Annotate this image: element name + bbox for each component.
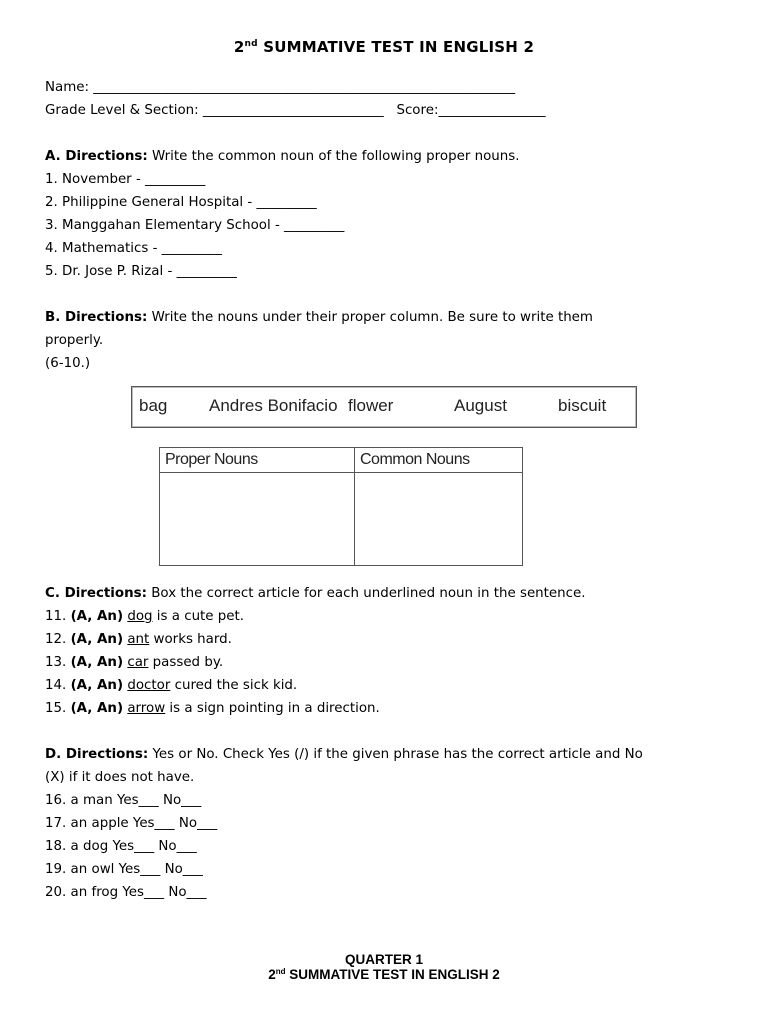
section-b-directions — [45, 309, 593, 327]
section-a-text: Write the common noun of the following proper nouns. — [147, 149, 520, 164]
page-title — [0, 38, 768, 56]
question-item — [45, 677, 297, 695]
footer-title-text: SUMMATIVE TEST IN ENGLISH 2 — [285, 967, 500, 982]
section-b-heading: B. Directions: — [45, 310, 148, 325]
item-number: 11. — [45, 609, 71, 624]
article-choice: (A, An) — [70, 655, 124, 670]
question-item — [45, 608, 244, 626]
footer-title-number: 2 — [268, 967, 276, 982]
section-b-text-continued: properly. — [45, 333, 104, 348]
item-number: 14. — [45, 678, 71, 693]
section-b-range: (6-10.) — [45, 356, 91, 371]
underlined-noun: doctor — [127, 678, 171, 693]
section-d-text: Yes or No. Check Yes (/) if the given phrase has the correct article and No — [148, 747, 643, 762]
title-text: SUMMATIVE TEST IN ENGLISH 2 — [257, 38, 535, 56]
article-choice: (A, An) — [70, 609, 124, 624]
article-choice: (A, An) — [70, 678, 124, 693]
name-field: Name: _______________________________________________________________ — [45, 80, 516, 95]
word-bank-word: August — [454, 396, 507, 415]
question-item: 3. Manggahan Elementary School - _________ — [45, 218, 345, 233]
grade-score-field: Grade Level & Section: ___________________________ Score:________________ — [45, 103, 546, 118]
footer-quarter: QUARTER 1 — [344, 952, 423, 967]
sentence-rest: is a cute pet. — [152, 609, 245, 624]
section-c-text: Box the correct article for each underlined noun in the sentence. — [146, 586, 586, 601]
footer-title — [0, 967, 768, 982]
section-d-heading: D. Directions: — [45, 747, 149, 762]
item-number: 15. — [45, 701, 71, 716]
item-number: 12. — [45, 632, 71, 647]
question-item: 18. a dog Yes___ No___ — [45, 839, 197, 854]
sentence-rest: passed by. — [148, 655, 224, 670]
section-d-text-continued: (X) if it does not have. — [45, 770, 195, 785]
word-bank-word: Andres Bonifacio — [209, 396, 338, 415]
section-a-heading: A. Directions: — [45, 149, 148, 164]
question-item: 1. November - _________ — [45, 172, 206, 187]
section-c-heading: C. Directions: — [45, 586, 147, 601]
question-item: 4. Mathematics - _________ — [45, 241, 222, 256]
table-header-common-nouns: Common Nouns — [360, 451, 470, 468]
question-item — [45, 631, 232, 649]
question-item: 17. an apple Yes___ No___ — [45, 816, 218, 831]
item-number: 13. — [45, 655, 71, 670]
section-a-directions — [45, 148, 519, 166]
section-c-directions — [45, 585, 586, 603]
sentence-rest: cured the sick kid. — [170, 678, 298, 693]
title-number: 2 — [233, 38, 245, 56]
underlined-noun: dog — [127, 609, 153, 624]
underlined-noun: ant — [127, 632, 150, 647]
title-ordinal: nd — [244, 39, 258, 49]
footer-title-ordinal: nd — [275, 967, 286, 976]
sentence-rest: is a sign pointing in a direction. — [165, 701, 380, 716]
article-choice: (A, An) — [70, 701, 124, 716]
word-bank-box — [131, 386, 637, 428]
table-column-divider — [354, 448, 355, 565]
question-item — [45, 700, 380, 718]
section-b-text: Write the nouns under their proper column. Be sure to write them — [147, 310, 593, 325]
question-item: 5. Dr. Jose P. Rizal - _________ — [45, 264, 237, 279]
sentence-rest: works hard. — [149, 632, 232, 647]
word-bank-word: bag — [139, 396, 168, 415]
word-bank-word: flower — [348, 396, 394, 415]
underlined-noun: arrow — [127, 701, 166, 716]
question-item: 19. an owl Yes___ No___ — [45, 862, 203, 877]
question-item — [45, 654, 223, 672]
noun-classification-table — [159, 447, 523, 566]
question-item: 16. a man Yes___ No___ — [45, 793, 202, 808]
underlined-noun: car — [127, 655, 149, 670]
article-choice: (A, An) — [70, 632, 124, 647]
word-bank-word: biscuit — [558, 396, 607, 415]
question-item: 20. an frog Yes___ No___ — [45, 885, 207, 900]
question-item: 2. Philippine General Hospital - _________ — [45, 195, 317, 210]
table-header-proper-nouns: Proper Nouns — [165, 451, 258, 468]
section-d-directions — [45, 746, 643, 764]
